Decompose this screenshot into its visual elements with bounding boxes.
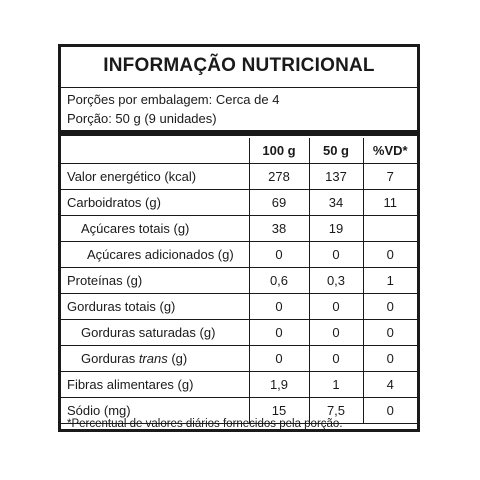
- row-value-vd: 0: [363, 294, 417, 320]
- panel-title: INFORMAÇÃO NUTRICIONAL: [103, 55, 375, 76]
- row-value-100g: 0: [249, 320, 309, 346]
- table-row: [61, 320, 417, 346]
- row-label: Sódio (mg): [61, 398, 249, 424]
- row-value-vd: 0: [363, 398, 417, 424]
- table-row: [61, 268, 417, 294]
- row-label: [61, 346, 249, 372]
- row-value-50g: 0: [309, 346, 363, 372]
- row-value-50g: 0: [309, 242, 363, 268]
- header-100g: 100 g: [249, 138, 309, 164]
- row-value-100g: 0,6: [249, 268, 309, 294]
- table-row: [61, 242, 417, 268]
- row-value-50g: 0,3: [309, 268, 363, 294]
- row-value-vd: 4: [363, 372, 417, 398]
- thick-divider: [61, 130, 417, 136]
- row-value-50g: 1: [309, 372, 363, 398]
- row-value-100g: 69: [249, 190, 309, 216]
- row-label: Carboidratos (g): [61, 190, 249, 216]
- row-value-100g: 0: [249, 346, 309, 372]
- row-value-50g: 137: [309, 164, 363, 190]
- row-value-100g: 15: [249, 398, 309, 424]
- row-value-vd: 0: [363, 242, 417, 268]
- row-value-100g: 38: [249, 216, 309, 242]
- table-row: [61, 372, 417, 398]
- row-value-100g: 0: [249, 242, 309, 268]
- table-row: [61, 164, 417, 190]
- table-row: [61, 294, 417, 320]
- row-label: Gorduras saturadas (g): [61, 320, 249, 346]
- row-value-100g: 0: [249, 294, 309, 320]
- row-value-100g: 1,9: [249, 372, 309, 398]
- footnote: *Percentual de valores diários fornecidos pela porção.: [67, 418, 343, 430]
- row-value-vd: 11: [363, 190, 417, 216]
- table-row: [61, 216, 417, 242]
- row-label: Fibras alimentares (g): [61, 372, 249, 398]
- row-value-50g: 34: [309, 190, 363, 216]
- row-label: Gorduras totais (g): [61, 294, 249, 320]
- row-value-vd: [363, 216, 417, 242]
- row-value-vd: 7: [363, 164, 417, 190]
- table-header-row: [61, 138, 417, 164]
- header-blank: [61, 138, 249, 164]
- row-value-50g: 7,5: [309, 398, 363, 424]
- row-label: Açúcares totais (g): [61, 216, 249, 242]
- nutrition-facts-panel: [58, 44, 420, 432]
- row-value-100g: 278: [249, 164, 309, 190]
- row-label: Proteínas (g): [61, 268, 249, 294]
- row-label-suffix: (g): [167, 351, 188, 366]
- row-value-50g: 0: [309, 294, 363, 320]
- row-label-italic: trans: [138, 351, 168, 366]
- row-value-50g: 19: [309, 216, 363, 242]
- header-vd: %VD*: [363, 138, 417, 164]
- servings-per-package: Porções por embalagem: Cerca de 4: [67, 92, 280, 107]
- row-label: Valor energético (kcal): [61, 164, 249, 190]
- serving-size: Porção: 50 g (9 unidades): [67, 111, 217, 126]
- table-row: [61, 346, 417, 372]
- row-value-vd: 1: [363, 268, 417, 294]
- row-value-vd: 0: [363, 320, 417, 346]
- row-value-vd: 0: [363, 346, 417, 372]
- row-label-prefix: Gorduras: [81, 351, 139, 366]
- table-row: [61, 190, 417, 216]
- row-value-50g: 0: [309, 320, 363, 346]
- nutrition-table: [61, 138, 417, 424]
- title-divider: [61, 87, 417, 88]
- header-50g: 50 g: [309, 138, 363, 164]
- row-label: Açúcares adicionados (g): [61, 242, 249, 268]
